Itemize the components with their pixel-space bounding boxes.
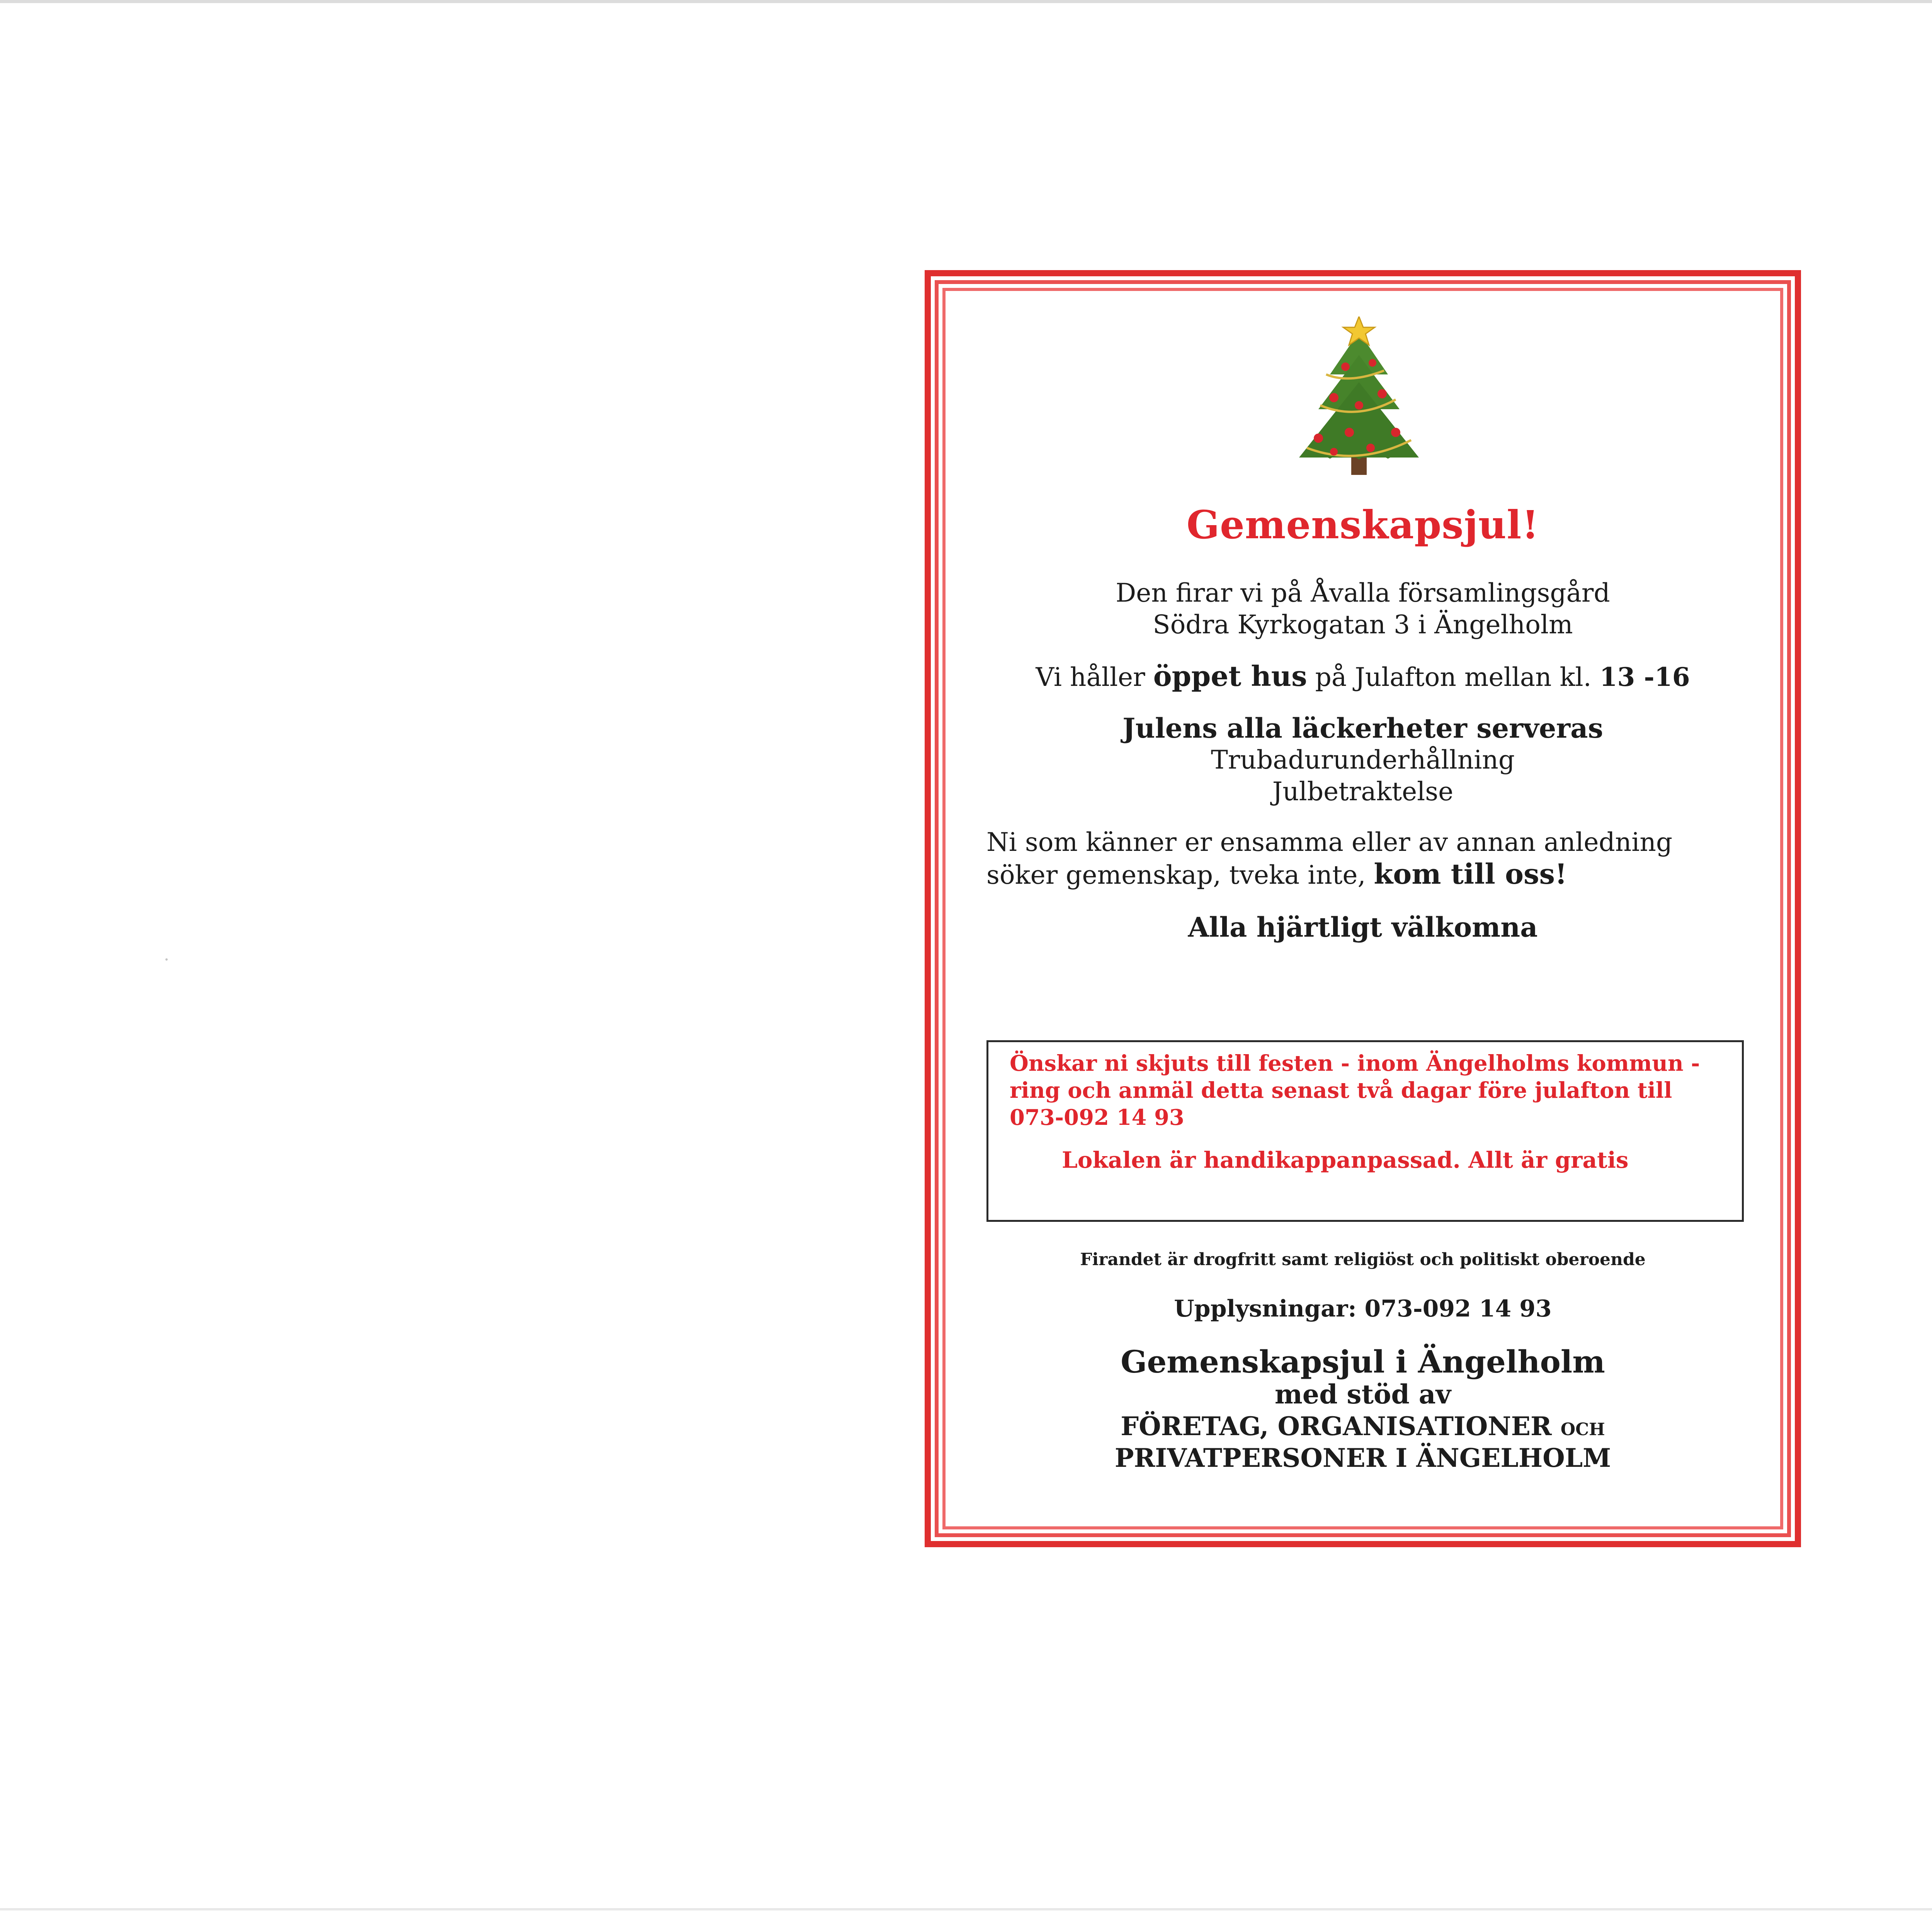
food-heading: Julens alla läckerheter serveras [1122, 712, 1603, 744]
poster [925, 270, 1801, 1547]
scan-edge-bottom [0, 1908, 1932, 1910]
hours-time: 13 -16 [1599, 662, 1690, 692]
venue-line-2: Södra Kyrkogatan 3 i Ängelholm [1153, 610, 1573, 640]
poster-content [956, 301, 1770, 1516]
transport-info-box [986, 1040, 1744, 1222]
sponsors-och: OCH [1560, 1420, 1605, 1439]
support-line: med stöd av [1274, 1379, 1451, 1410]
opening-hours [956, 660, 1770, 693]
reflection-line: Julbetraktelse [1272, 777, 1454, 806]
sponsors-line-1 [956, 1411, 1770, 1445]
accessibility-text: Lokalen är handikappanpassad. Allt är gratis [1062, 1147, 1629, 1173]
sponsors-line-2: PRIVATPERSONER I ÄNGELHOLM [1114, 1443, 1611, 1473]
poster-title: Gemenskapsjul! [1186, 502, 1539, 548]
scan-edge-top [0, 0, 1932, 3]
sponsors-main: FÖRETAG, ORGANISATIONER [1121, 1411, 1552, 1441]
welcome-line: Alla hjärtligt välkomna [1188, 911, 1538, 943]
ride-request-text: Önskar ni skjuts till festen - inom Ängelholms kommun - ring och anmäl detta senast två dagar före julafton till 073-092 14 93 [1010, 1051, 1700, 1130]
invitation-text: Ni som känner er ensamma eller av annan anledning söker gemenskap, tveka inte, [986, 827, 1673, 890]
organizer-name: Gemenskapsjul i Ängelholm [1121, 1344, 1605, 1380]
venue-line-1: Den firar vi på Åvalla församlingsgård [1116, 578, 1610, 608]
christmas-tree-icon [1291, 316, 1427, 479]
contact-line: Upplysningar: 073-092 14 93 [1174, 1295, 1552, 1322]
scan-speck [165, 958, 168, 961]
hours-emphasis: öppet hus [1153, 660, 1307, 692]
invitation-emphasis: kom till oss! [1374, 857, 1567, 890]
hours-prefix: Vi håller [1036, 662, 1153, 692]
entertainment-line: Trubadurunderhållning [1211, 745, 1515, 775]
hours-mid: på Julafton mellan kl. [1307, 662, 1600, 692]
invitation-paragraph [986, 827, 1739, 891]
disclaimer: Firandet är drogfritt samt religiöst och politiskt oberoende [1080, 1250, 1646, 1269]
